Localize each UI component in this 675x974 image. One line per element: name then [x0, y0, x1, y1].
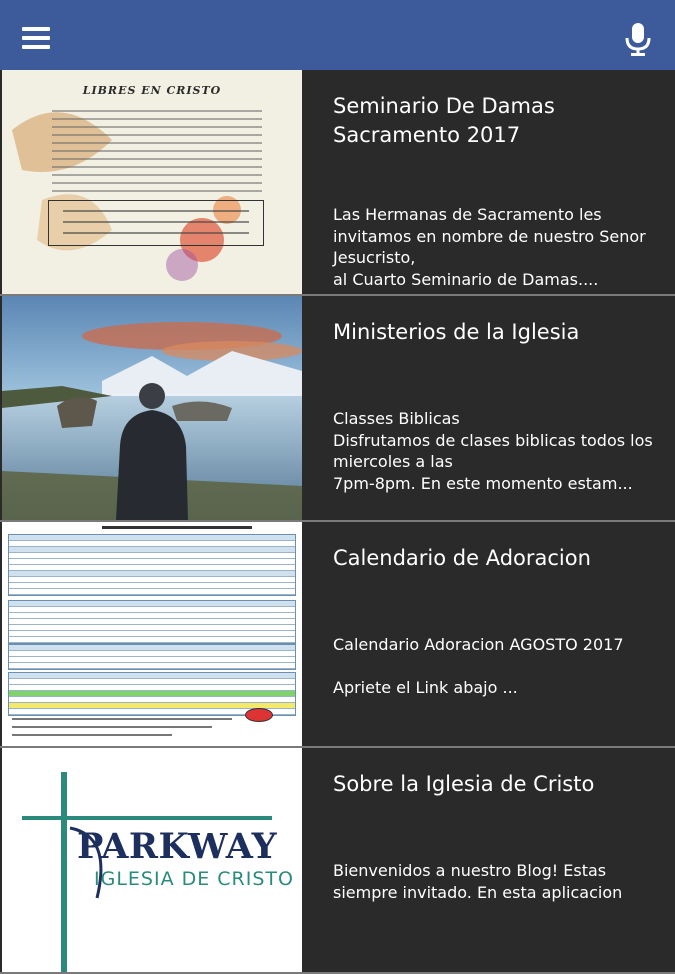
microphone-icon[interactable]: [624, 23, 652, 57]
post-excerpt: Classes Biblicas Disfrutamos de clases biblicas todos los miercoles a las 7pm-8pm. En este momento estam...: [333, 409, 653, 493]
post-thumbnail: [2, 748, 302, 972]
post-title: Ministerios de la Iglesia: [333, 320, 580, 344]
post-thumbnail: [2, 522, 302, 746]
app-toolbar: [0, 0, 675, 70]
logo-name: PARKWAY: [77, 826, 278, 867]
post-excerpt: Bienvenidos a nuestro Blog! Estas siempre invitado. En esta aplicacion: [333, 861, 623, 902]
post-excerpt: Las Hermanas de Sacramento les invitamos en nombre de nuestro Senor Jesucristo, al Cuarto Seminario de Damas....: [333, 205, 646, 289]
post-title: Sobre la Iglesia de Cristo: [333, 772, 595, 796]
post-thumbnail: [2, 70, 302, 294]
post-title: Calendario de Adoracion: [333, 546, 591, 570]
hamburger-menu-icon[interactable]: [22, 27, 50, 49]
post-item[interactable]: [0, 296, 675, 522]
post-item[interactable]: [0, 522, 675, 748]
post-thumbnail: [2, 296, 302, 520]
post-title: Seminario De Damas Sacramento 2017: [333, 94, 555, 147]
post-excerpt: Calendario Adoracion AGOSTO 2017 Apriete el Link abajo ...: [333, 635, 624, 697]
post-item[interactable]: [0, 70, 675, 296]
logo-subtitle: IGLESIA DE CRISTO: [94, 868, 294, 890]
parkway-logo: [2, 748, 302, 972]
flyer-title: LIBRES EN CRISTO: [82, 84, 222, 97]
post-item[interactable]: [0, 748, 675, 974]
